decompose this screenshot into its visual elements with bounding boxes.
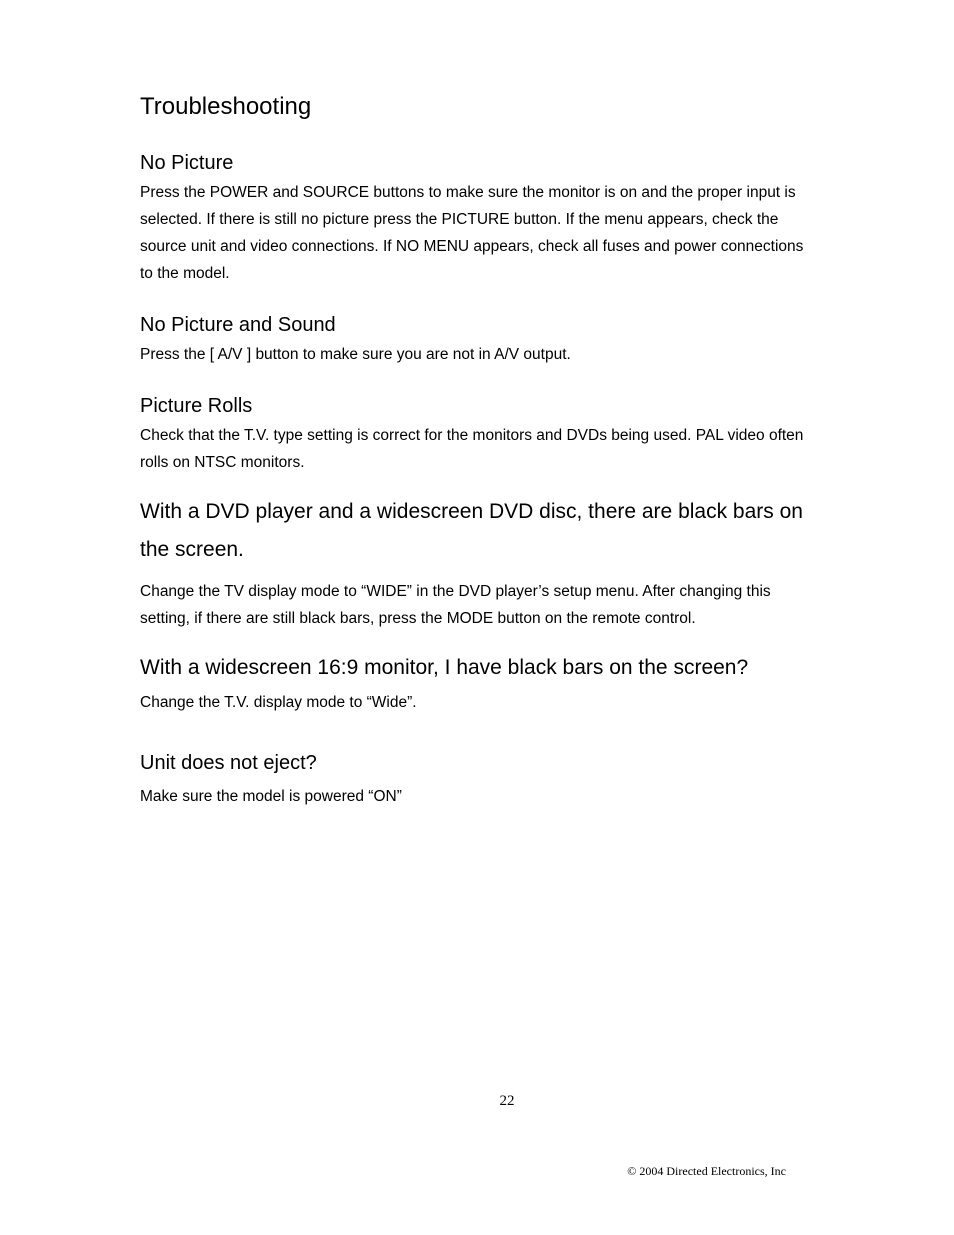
section-heading-widescreen-dvd: With a DVD player and a widescreen DVD disc, there are black bars on the screen. bbox=[140, 500, 803, 561]
section-body-widescreen-monitor: Change the T.V. display mode to “Wide”. bbox=[140, 694, 417, 711]
section-heading-picture-rolls: Picture Rolls bbox=[140, 395, 253, 417]
section-heading-no-picture: No Picture bbox=[140, 152, 234, 174]
section-heading-widescreen-monitor: With a widescreen 16:9 monitor, I have black bars on the screen? bbox=[140, 656, 749, 679]
section-body-unit-does-not-eject: Make sure the model is powered “ON” bbox=[140, 788, 402, 805]
section-body-no-picture-and-sound: Press the [ A/V ] button to make sure you are not in A/V output. bbox=[140, 346, 571, 363]
copyright-notice: © 2004 Directed Electronics, Inc bbox=[627, 1164, 786, 1178]
section-body-no-picture: Press the POWER and SOURCE buttons to make sure the monitor is on and the proper input is selected. If there is still no picture press the PICTURE button. If the menu appears, check the source unit and video connections. If NO MENU appears, check all fuses and power connections to the model. bbox=[140, 184, 804, 282]
section-heading-unit-does-not-eject: Unit does not eject? bbox=[140, 752, 317, 774]
page-number: 22 bbox=[499, 1093, 515, 1109]
section-body-picture-rolls: Check that the T.V. type setting is correct for the monitors and DVDs being used. PAL video often rolls on NTSC monitors. bbox=[140, 427, 804, 471]
section-body-widescreen-dvd: Change the TV display mode to “WIDE” in the DVD player’s setup menu. After changing this setting, if there are still black bars, press the MODE button on the remote control. bbox=[140, 583, 771, 627]
section-heading-no-picture-and-sound: No Picture and Sound bbox=[140, 314, 336, 336]
page-title: Troubleshooting bbox=[140, 93, 312, 120]
